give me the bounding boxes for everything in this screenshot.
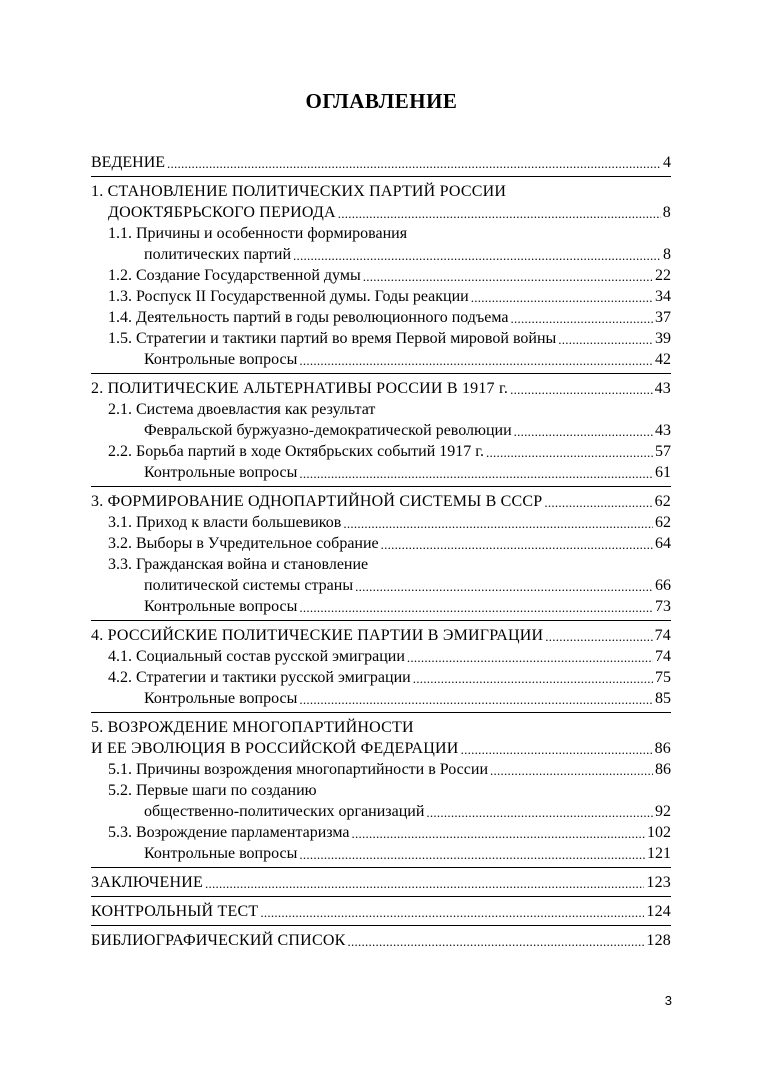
- toc-entry-title: 3. ФОРМИРОВАНИЕ ОДНОПАРТИЙНОЙ СИСТЕМЫ В СССР: [91, 493, 543, 510]
- toc-entry-title: политических партий: [144, 246, 292, 263]
- toc-page-number: 39: [655, 330, 671, 347]
- toc-page-number: 92: [655, 803, 671, 820]
- dot-leader: [514, 427, 653, 437]
- toc-entry-5-2[interactable]: [91, 801, 671, 822]
- toc-entry-3-3[interactable]: [91, 575, 671, 596]
- toc-section-5[interactable]: [91, 738, 671, 759]
- dot-leader: [347, 937, 644, 947]
- toc-entry-3-1[interactable]: [91, 512, 671, 533]
- toc-entry-title: КОНТРОЛЬНЫЙ ТЕСТ: [91, 903, 259, 920]
- toc-entry-2-questions[interactable]: [91, 462, 671, 483]
- toc-page-number: 8: [663, 246, 671, 263]
- toc-entry-title: ВЕДЕНИЕ: [91, 154, 166, 171]
- toc-entry-3-3-line1[interactable]: 3.3. Гражданская война и становление: [108, 556, 369, 573]
- toc-entry-3-2[interactable]: [91, 533, 671, 554]
- toc-entry-title: 1.3. Роспуск II Государственной думы. Годы реакции: [108, 288, 469, 305]
- toc-page-number: 73: [655, 598, 671, 615]
- toc-entry-title: 2.2. Борьба партий в ходе Октябрьских событий 1917 г.: [108, 443, 485, 460]
- toc-entry-title: 5.3. Возрождение парламентаризма: [108, 824, 350, 841]
- toc-entry-5-questions[interactable]: [91, 843, 671, 864]
- toc-entry-intro[interactable]: [91, 152, 671, 173]
- section-divider: [91, 373, 671, 374]
- toc-page-number: 74: [654, 627, 671, 644]
- toc-entry-title: 4. РОССИЙСКИЕ ПОЛИТИЧЕСКИЕ ПАРТИИ В ЭМИГРАЦИИ: [91, 627, 544, 644]
- toc-entry-title: 4.1. Социальный состав русской эмиграции: [108, 648, 405, 665]
- toc-section-1[interactable]: [91, 202, 671, 223]
- dot-leader: [486, 448, 653, 458]
- toc-page-number: 34: [655, 288, 671, 305]
- toc-entry-4-questions[interactable]: [91, 688, 671, 709]
- toc-entry-1-1-line1[interactable]: 1.1. Причины и особенности формирования: [108, 225, 408, 242]
- dot-leader: [355, 582, 653, 592]
- toc-entry-3-questions[interactable]: [91, 596, 671, 617]
- toc-page-number: 43: [654, 380, 671, 397]
- toc-page-number: 37: [655, 309, 671, 326]
- toc-page-number: 75: [655, 669, 671, 686]
- dot-leader: [299, 356, 653, 366]
- toc-page-number: 74: [655, 648, 671, 665]
- toc-entry-title: Контрольные вопросы: [144, 464, 298, 481]
- section-divider: [91, 620, 671, 621]
- section-divider: [91, 867, 671, 868]
- toc-entry-bibliography[interactable]: [91, 930, 671, 951]
- toc-entry-title: Февральской буржуазно-демократической революции: [144, 422, 512, 439]
- toc-page-number: 4: [663, 154, 671, 171]
- toc-entry-1-questions[interactable]: [91, 349, 671, 370]
- dot-leader: [510, 314, 653, 324]
- toc-entry-title: Контрольные вопросы: [144, 690, 298, 707]
- dot-leader: [338, 209, 661, 219]
- toc-entry-title: 5.1. Причины возрождения многопартийности в России: [108, 761, 489, 778]
- dot-leader: [260, 908, 644, 918]
- toc-page-number: 85: [655, 690, 671, 707]
- toc-entry-title: политической системы страны: [144, 577, 354, 594]
- page-title: ОГЛАВЛЕНИЕ: [305, 89, 458, 113]
- toc-entry-title: Контрольные вопросы: [144, 598, 298, 615]
- dot-leader: [490, 766, 653, 776]
- toc-page-number: 86: [654, 740, 671, 757]
- toc-entry-1-3[interactable]: [91, 286, 671, 307]
- toc-entry-2-1[interactable]: [91, 420, 671, 441]
- dot-leader: [205, 879, 644, 889]
- section-divider: [91, 896, 671, 897]
- dot-leader: [293, 251, 661, 261]
- section-divider: [91, 712, 671, 713]
- toc-page-number: 86: [655, 761, 671, 778]
- toc-page-number: 57: [655, 443, 671, 460]
- dot-leader: [343, 519, 653, 529]
- toc-entry-title: 3.1. Приход к власти большевиков: [108, 514, 342, 531]
- toc-page-number: 22: [655, 267, 671, 284]
- section-divider: [91, 176, 671, 177]
- toc-entry-title: 1.4. Деятельность партий в годы революционного подъема: [108, 309, 509, 326]
- dot-leader: [299, 469, 653, 479]
- dot-leader: [299, 603, 653, 613]
- toc-entry-title: Контрольные вопросы: [144, 351, 298, 368]
- toc-section-2[interactable]: [91, 378, 671, 399]
- toc-entry-conclusion[interactable]: [91, 872, 671, 893]
- toc-page-number: 8: [662, 204, 671, 221]
- toc-entry-5-2-line1[interactable]: 5.2. Первые шаги по созданию: [108, 782, 317, 799]
- toc-entry-1-5[interactable]: [91, 328, 671, 349]
- page-number: 3: [664, 993, 672, 1008]
- toc-entry-title: 1.2. Создание Государственной думы: [108, 267, 361, 284]
- toc-entry-title: 1.5. Стратегии и тактики партий во время Первой мировой войны: [108, 330, 557, 347]
- toc-section-1-title-line1[interactable]: 1. СТАНОВЛЕНИЕ ПОЛИТИЧЕСКИХ ПАРТИЙ РОССИИ: [91, 183, 507, 200]
- section-divider: [91, 925, 671, 926]
- toc-section-3[interactable]: [91, 491, 671, 512]
- toc-entry-title: ЗАКЛЮЧЕНИЕ: [91, 874, 203, 891]
- dot-leader: [544, 498, 652, 508]
- toc-section-5-title-line1[interactable]: 5. ВОЗРОЖДЕНИЕ МНОГОПАРТИЙНОСТИ: [91, 719, 414, 736]
- dot-leader: [352, 829, 645, 839]
- toc-entry-4-2[interactable]: [91, 667, 671, 688]
- toc-entry-title: 4.2. Стратегии и тактики русской эмиграции: [108, 669, 411, 686]
- dot-leader: [545, 632, 652, 642]
- toc-page-number: 121: [647, 845, 671, 862]
- section-divider: [91, 486, 671, 487]
- toc-entry-test[interactable]: [91, 901, 671, 922]
- dot-leader: [363, 272, 653, 282]
- dot-leader: [407, 653, 653, 663]
- toc-page-number: 123: [646, 874, 671, 891]
- dot-leader: [413, 674, 653, 684]
- toc-entry-4-1[interactable]: [91, 646, 671, 667]
- dot-leader: [299, 850, 645, 860]
- toc-page-number: 43: [655, 422, 671, 439]
- dot-leader: [558, 335, 653, 345]
- toc-entry-1-4[interactable]: [91, 307, 671, 328]
- toc-entry-title: И ЕЕ ЭВОЛЮЦИЯ В РОССИЙСКОЙ ФЕДЕРАЦИИ: [91, 740, 459, 757]
- toc-entry-1-2[interactable]: [91, 265, 671, 286]
- toc-page-number: 42: [655, 351, 671, 368]
- toc-page-number: 66: [655, 577, 671, 594]
- dot-leader: [381, 540, 653, 550]
- toc-page-number: 62: [655, 514, 671, 531]
- toc-section-4[interactable]: [91, 625, 671, 646]
- toc-entry-5-3[interactable]: [91, 822, 671, 843]
- toc-entry-title: 2. ПОЛИТИЧЕСКИЕ АЛЬТЕРНАТИВЫ РОССИИ В 1917 г.: [91, 380, 509, 397]
- toc-page-number: 124: [646, 903, 671, 920]
- table-of-contents: [91, 152, 671, 951]
- toc-entry-2-2[interactable]: [91, 441, 671, 462]
- toc-entry-title: общественно-политических организаций: [144, 803, 425, 820]
- dot-leader: [426, 808, 653, 818]
- toc-page-number: 62: [654, 493, 671, 510]
- toc-page-number: 102: [647, 824, 671, 841]
- toc-page-number: 64: [655, 535, 671, 552]
- dot-leader: [461, 745, 653, 755]
- toc-page-number: 61: [655, 464, 671, 481]
- toc-entry-title: 3.2. Выборы в Учредительное собрание: [108, 535, 379, 552]
- toc-entry-title: БИБЛИОГРАФИЧЕСКИЙ СПИСОК: [91, 932, 346, 949]
- toc-page-number: 128: [646, 932, 671, 949]
- dot-leader: [510, 385, 652, 395]
- toc-entry-title: ДООКТЯБРЬСКОГО ПЕРИОДА: [108, 204, 336, 221]
- dot-leader: [167, 159, 661, 169]
- toc-entry-1-1[interactable]: [91, 244, 671, 265]
- toc-entry-2-1-line1[interactable]: 2.1. Система двоевластия как результат: [108, 401, 376, 418]
- toc-entry-5-1[interactable]: [91, 759, 671, 780]
- dot-leader: [299, 695, 653, 705]
- dot-leader: [471, 293, 653, 303]
- toc-entry-title: Контрольные вопросы: [144, 845, 298, 862]
